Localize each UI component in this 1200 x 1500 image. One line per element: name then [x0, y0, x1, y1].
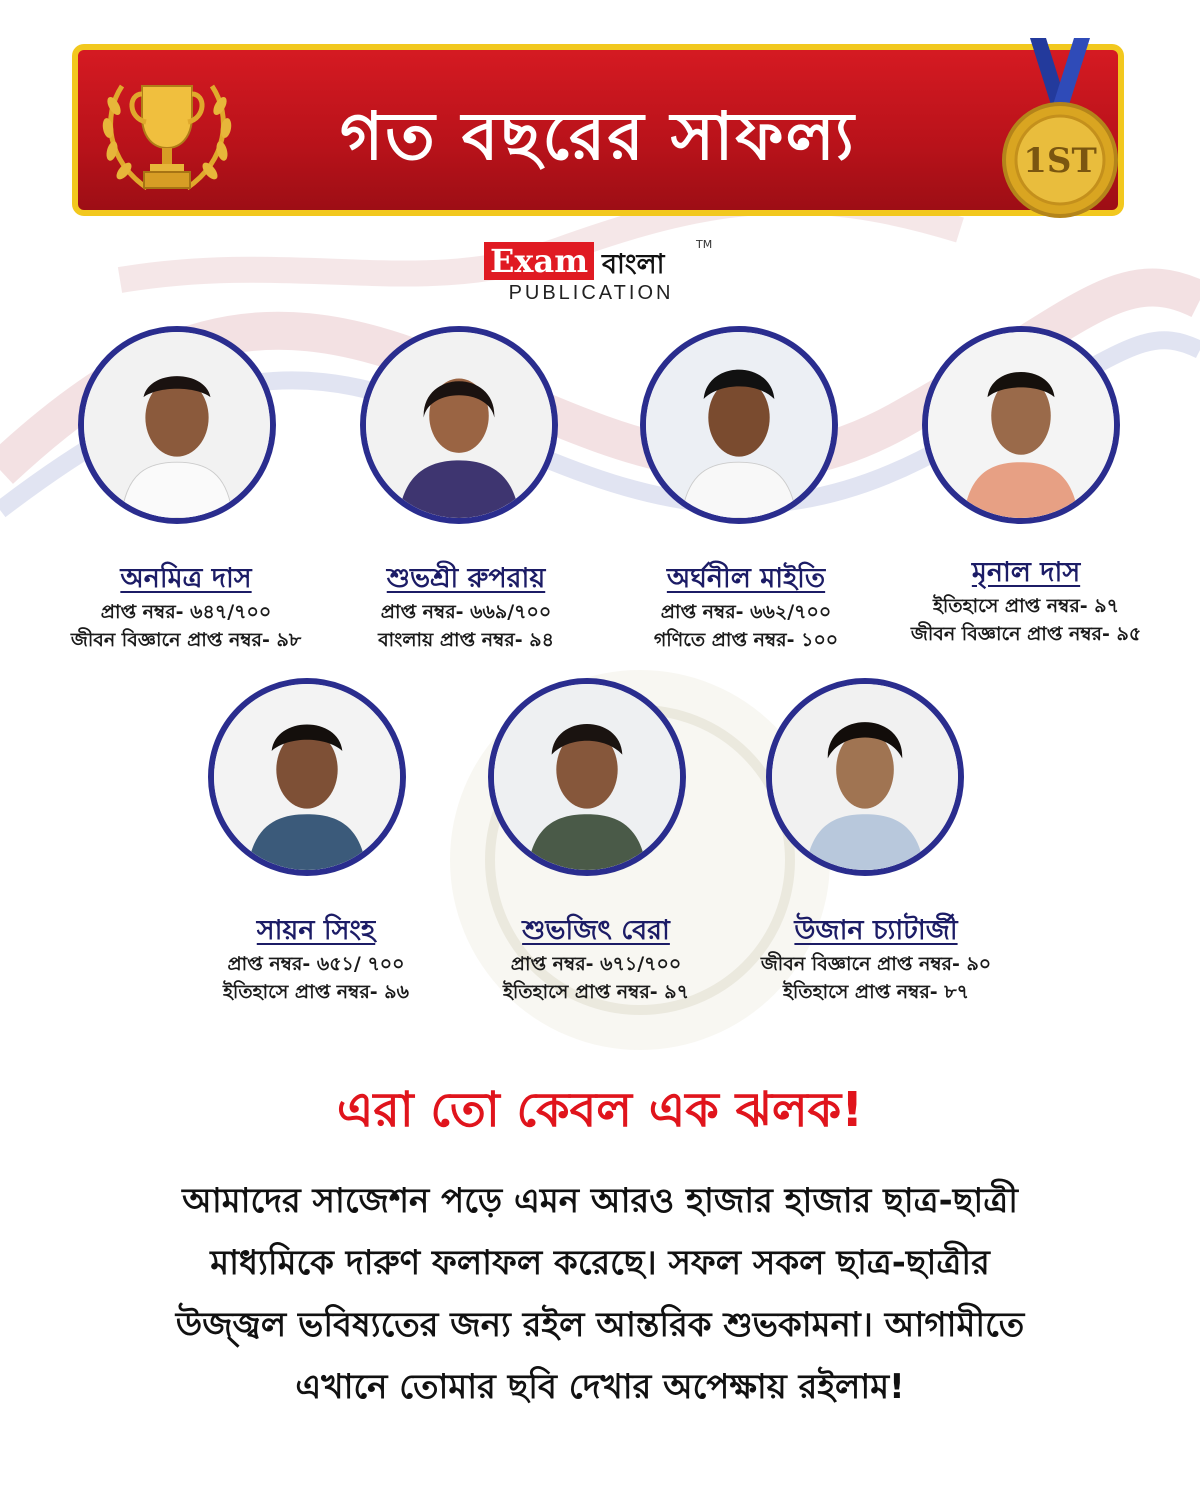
student-card [166, 678, 466, 1008]
student-line-1: প্রাপ্ত নম্বর- ৬৪৭/৭০০ [100, 601, 272, 623]
message-line: উজ্জ্বল ভবিষ্যতের জন্য রইল আন্তরিক শুভকামনা। আগামীতে [175, 1305, 1025, 1345]
student-name: সায়ন সিংহ [256, 915, 376, 946]
student-line-2: বাংলায় প্রাপ্ত নম্বর- ৯৪ [378, 629, 554, 651]
logo-publication: PUBLICATION [508, 282, 674, 304]
student-line-1: প্রাপ্ত নম্বর- ৬৭১/৭০০ [510, 953, 682, 975]
message-line: মাধ্যমিকে দারুণ ফলাফল করেছে। সফল সকল ছাত্র-ছাত্রীর [210, 1243, 990, 1283]
student-line-2: জীবন বিজ্ঞানে প্রাপ্ত নম্বর- ৯৫ [910, 623, 1142, 645]
tagline: এরা তো কেবল এক ঝলক! [336, 1082, 864, 1138]
exam-bangla-logo [484, 238, 716, 310]
student-line-2: ইতিহাসে প্রাপ্ত নম্বর- ৯৬ [223, 981, 409, 1003]
student-photo [78, 326, 276, 524]
student-card [726, 678, 1026, 1008]
student-card [596, 326, 896, 656]
student-card [36, 326, 336, 656]
student-card [876, 326, 1176, 656]
student-line-1: প্রাপ্ত নম্বর- ৬৫১/ ৭০০ [227, 953, 405, 975]
message-line: এখানে তোমার ছবি দেখার অপেক্ষায় রইলাম! [295, 1367, 905, 1407]
student-card [446, 678, 746, 1008]
student-card [316, 326, 616, 656]
student-name: উজান চ্যাটার্জী [794, 915, 958, 946]
student-line-1: জীবন বিজ্ঞানে প্রাপ্ত নম্বর- ৯০ [760, 953, 992, 975]
student-name: অনমিত্র দাস [120, 563, 252, 594]
message-line: আমাদের সাজেশন পড়ে এমন আরও হাজার হাজার ছাত্র-ছাত্রী [182, 1181, 1018, 1221]
gold-medal-icon [980, 38, 1140, 228]
student-name: শুভজিৎ বেরা [522, 915, 670, 946]
student-line-1: ইতিহাসে প্রাপ্ত নম্বর- ৯৭ [933, 595, 1119, 617]
student-name: মৃনাল দাস [971, 557, 1081, 588]
title-banner [72, 44, 1124, 216]
message-paragraph [70, 1170, 1130, 1418]
logo-exam: Exam [484, 242, 594, 280]
banner-title: গত বছরের সাফল্য [340, 98, 856, 175]
medal-text: 1ST [1023, 141, 1097, 181]
student-name: শুভশ্রী রুপরায় [386, 563, 546, 594]
student-line-1: প্রাপ্ত নম্বর- ৬৬২/৭০০ [660, 601, 832, 623]
logo-bangla: বাংলা [602, 249, 665, 280]
student-photo [208, 678, 406, 876]
student-name: অর্ঘনীল মাইতি [666, 563, 826, 594]
student-photo [766, 678, 964, 876]
student-line-2: ইতিহাসে প্রাপ্ত নম্বর- ৮৭ [783, 981, 969, 1003]
student-line-2: ইতিহাসে প্রাপ্ত নম্বর- ৯৭ [503, 981, 689, 1003]
student-line-1: প্রাপ্ত নম্বর- ৬৬৯/৭০০ [380, 601, 552, 623]
student-line-2: জীবন বিজ্ঞানে প্রাপ্ত নম্বর- ৯৮ [70, 629, 302, 651]
student-photo [360, 326, 558, 524]
student-photo [488, 678, 686, 876]
student-line-2: গণিতে প্রাপ্ত নম্বর- ১০০ [653, 629, 839, 651]
student-photo [922, 326, 1120, 524]
student-photo [640, 326, 838, 524]
logo-trademark: TM [696, 238, 713, 251]
